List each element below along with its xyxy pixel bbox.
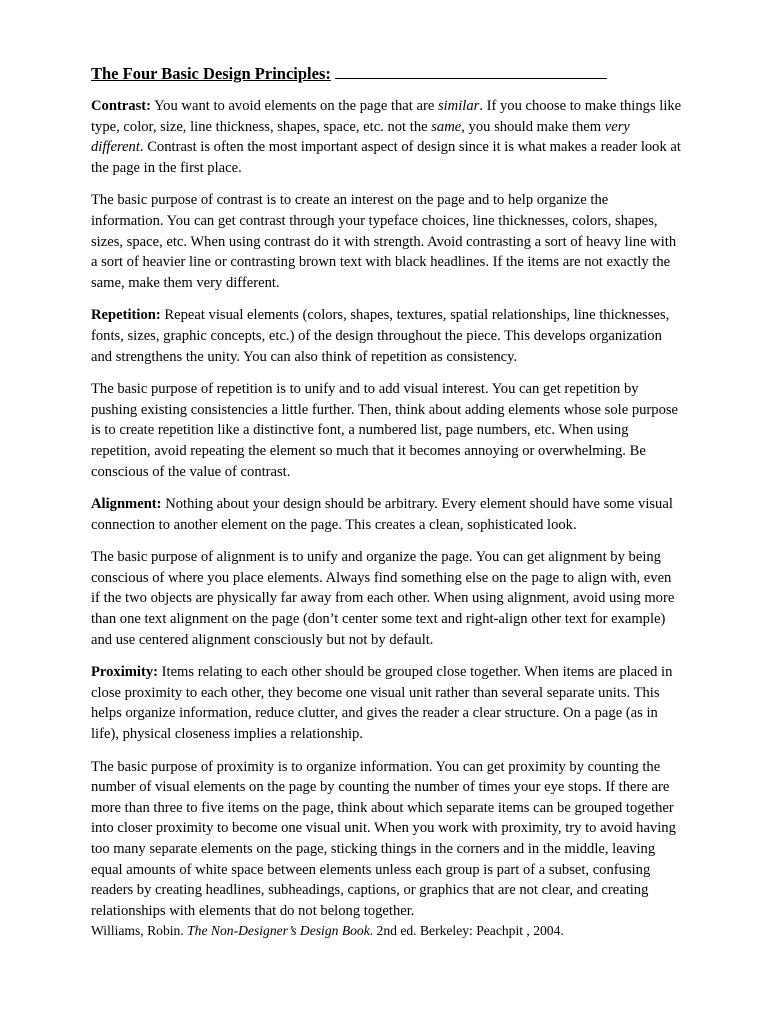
repetition-term: Repetition: bbox=[91, 307, 161, 324]
proximity-text: Items relating to each other should be grouped close together. When items are placed in close proximity to each other, they become one visual unit rather than several separate units. This helps organize information, reduce clutter, and gives the reader a clear structure. On a page (as in life), physical closeness implies a relationship. bbox=[91, 664, 673, 743]
repetition-text: Repeat visual elements (colors, shapes, textures, spatial relationships, line thicknesses, fonts, sizes, graphic concepts, etc.) of the design throughout the piece. This develops organization and strengthens the unity. You can also think of repetition as consistency. bbox=[91, 307, 670, 365]
citation-author: Williams, Robin. bbox=[91, 923, 188, 939]
repetition-paragraph-1 bbox=[91, 305, 683, 367]
contrast-text-4: . Contrast is often the most important aspect of design since it is what makes a reader look at the page in the first place. bbox=[91, 139, 681, 176]
contrast-text-3: , you should make them bbox=[461, 118, 605, 135]
proximity-paragraph-1 bbox=[91, 662, 683, 744]
document-page bbox=[91, 62, 683, 941]
page-title bbox=[91, 62, 683, 86]
contrast-paragraph-2: The basic purpose of contrast is to create an interest on the page and to help organize the information. You can get contrast through your typeface choices, line thicknesses, colors, shapes, sizes, space, etc. When using contrast do it with strength. Avoid contrasting a sort of heavy line with a sort of heavier line or contrasting brown text with black headlines. If the items are not exactly the same, make them very different. bbox=[91, 192, 677, 291]
alignment-term: Alignment: bbox=[91, 496, 162, 513]
alignment-text: Nothing about your design should be arbitrary. Every element should have some visual connection to another element on the page. This creates a clean, sophisticated look. bbox=[91, 496, 673, 533]
repetition-paragraph-2: The basic purpose of repetition is to unify and to add visual interest. You can get repetition by pushing existing consistencies a little further. Then, think about adding elements whose sole purpose is to create repetition like a distinctive font, a numbered list, page numbers, etc. When using repetition, avoid repeating the element so much that it becomes annoying or overwhelming. Be conscious of the value of contrast. bbox=[91, 381, 679, 480]
proximity-paragraph-2: The basic purpose of proximity is to organize information. You can get proximity by counting the number of visual elements on the page by counting the number of times your eye stops. If there are more than three to five items on the page, think about which separate items can be grouped together into closer proximity to become one visual unit. When you work with proximity, try to avoid having too many separate elements on the page, sticking things in the corners and in the middle, leaving equal amounts of white space between elements unless each group is part of a subset, confusing readers by creating headlines, subheadings, captions, or graphics that are not clear, and creating relationships with elements that do not belong together. bbox=[91, 758, 676, 919]
alignment-paragraph-1 bbox=[91, 494, 683, 535]
contrast-emphasis-similar: similar bbox=[437, 98, 480, 114]
contrast-emphasis-same: same bbox=[431, 118, 462, 135]
contrast-emphasis-very-different: very different bbox=[91, 118, 630, 156]
contrast-text-2: . If you choose to make things like type, color, size, line thickness, shapes, space, etc. not the bbox=[91, 98, 682, 135]
contrast-paragraph-1 bbox=[91, 96, 683, 178]
title-underline-rule bbox=[335, 63, 607, 79]
proximity-term: Proximity: bbox=[91, 664, 159, 681]
contrast-text-1: You want to avoid elements on the page that are bbox=[151, 98, 438, 114]
title-text: The Four Basic Design Principles: bbox=[91, 64, 331, 83]
citation-details: . 2nd ed. Berkeley: Peachpit , 2004. bbox=[369, 923, 564, 939]
citation-book-title: The Non-Designer’s Design Book bbox=[187, 923, 370, 939]
citation bbox=[91, 921, 683, 941]
alignment-paragraph-2: The basic purpose of alignment is to unify and organize the page. You can get alignment by being conscious of where you place elements. Always find something else on the page to align with, even if the two objects are physically far away from each other. When using alignment, avoid using more than one text alignment on the page (don’t center some text and right-align other text for example) and use centered alignment consciously but not by default. bbox=[91, 549, 675, 648]
contrast-term: Contrast: bbox=[91, 98, 151, 114]
